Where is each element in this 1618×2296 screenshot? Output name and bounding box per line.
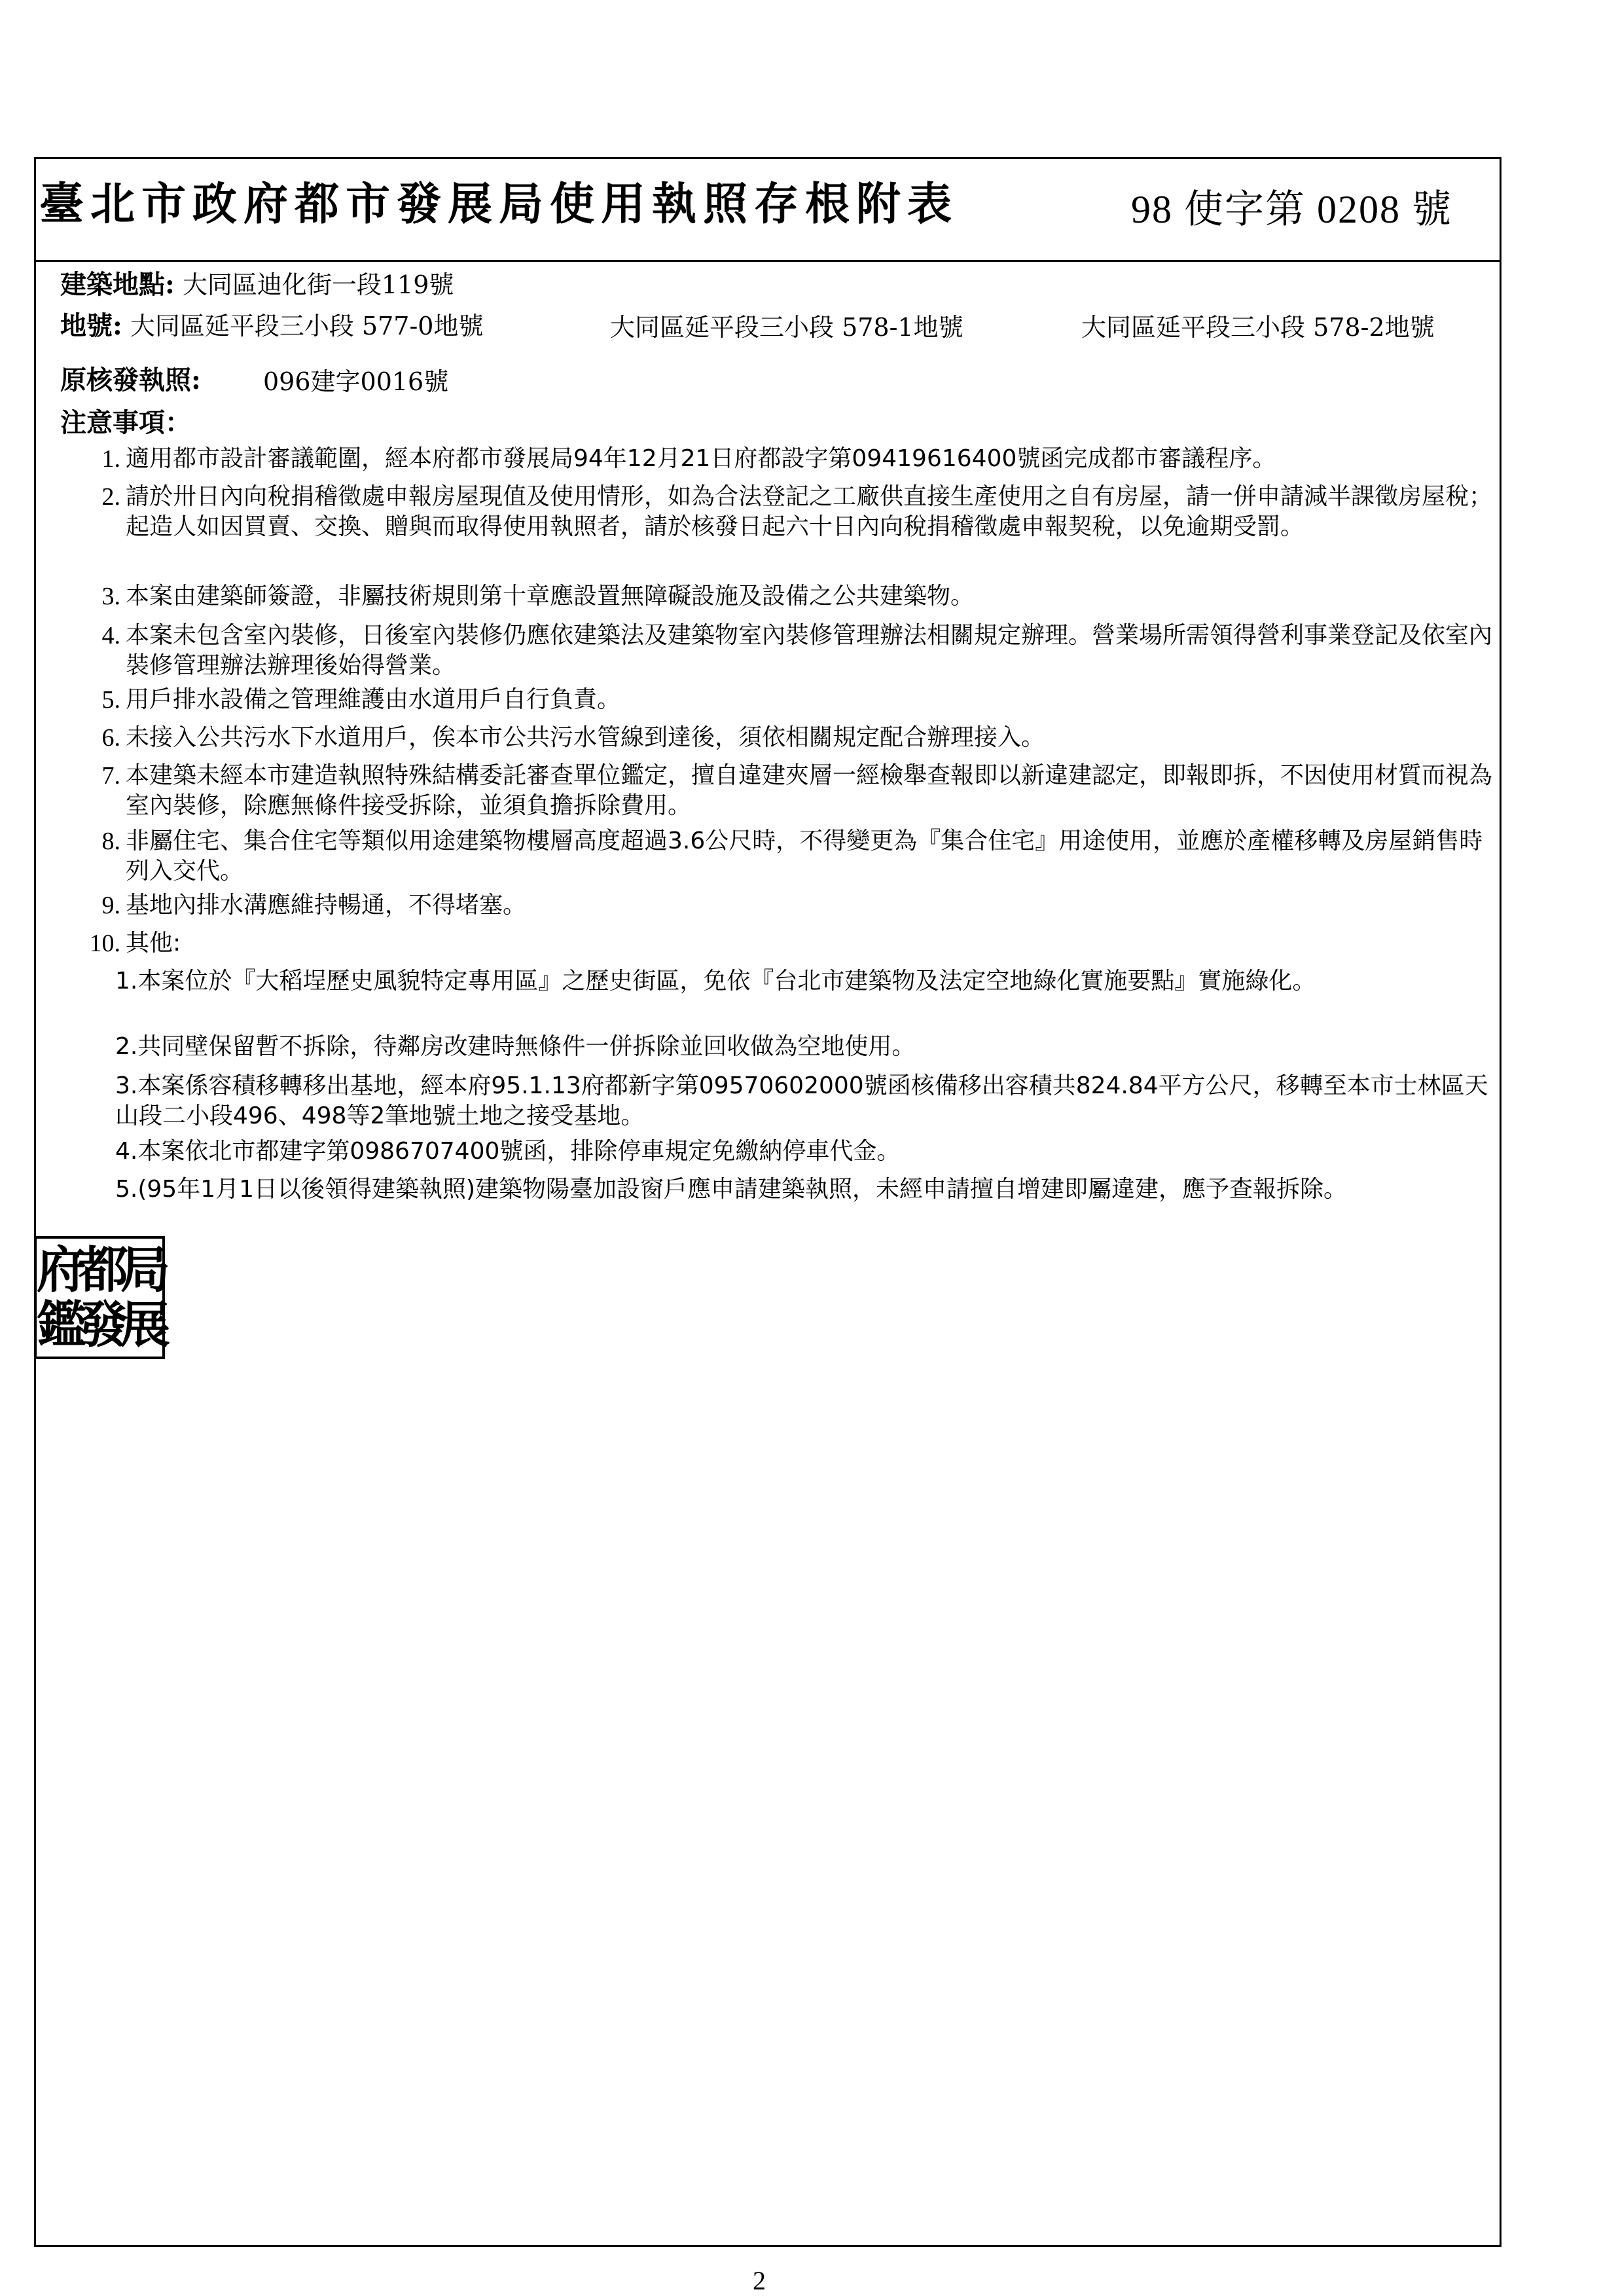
note-text: 本建築未經本市建造執照特殊結構委託審查單位鑑定，擅自違建夾層一經檢舉查報即以新違建認定，即報即拆，不因使用材質而視為室內裝修，除應無條件接受拆除，並須負擔拆除費用。 — [126, 762, 1493, 819]
note-text: 用戶排水設備之管理維護由水道用戶自行負責。 — [126, 686, 621, 713]
original-permit-label: 原核發執照: — [60, 365, 201, 395]
original-permit — [60, 359, 449, 397]
note-text: 未接入公共污水下水道用戶，俟本市公共污水管線到達後，須依相關規定配合辦理接入。 — [126, 724, 1045, 751]
note-text: 非屬住宅、集合住宅等類似用途建築物樓層高度超過3.6公尺時，不得變更為『集合住宅』用途使用，並應於產權移轉及房屋銷售時列入交代。 — [126, 828, 1483, 884]
seal-char: 鑑 — [37, 1296, 86, 1354]
note-number: 2. — [101, 483, 120, 511]
seal-char: 展 — [120, 1296, 170, 1354]
location-label: 建築地點 — [60, 269, 165, 300]
sub-note: 3.本案係容積移轉移出基地，經本府95.1.13府都新字第09570602000號函核備移出容積共824.84平方公尺，移轉至本市士林區天山段二小段496、498等2筆地號土地之接受基地。 — [115, 1072, 1488, 1129]
notes-heading-text: 注意事項： — [60, 407, 191, 438]
lot-label: 地號 — [60, 310, 113, 341]
page-title: 臺北市政府都市發展局使用執照存根附表 — [39, 178, 959, 230]
location-value: 大同區迪化街一段119號 — [182, 270, 454, 299]
note-number: 10. — [89, 930, 120, 957]
note-number: 7. — [101, 762, 120, 790]
note-text: 本案未包含室內裝修，日後室內裝修仍應依建築法及建築物室內裝修管理辦法相關規定辦理。營業場所需領得營利事業登記及依室內裝修管理辦法辦理後始得營業。 — [126, 622, 1493, 679]
permit-number: 98 使字第 0208 號 — [1131, 188, 1452, 231]
note-text: 本案由建築師簽證，非屬技術規則第十章應設置無障礙設施及設備之公共建築物。 — [126, 583, 975, 610]
seal-char: 府 — [37, 1241, 86, 1299]
lot-numbers — [60, 305, 1435, 342]
notes-heading — [60, 402, 191, 439]
note-number: 5. — [101, 686, 120, 714]
note-number: 3. — [101, 583, 120, 610]
note-number: 4. — [101, 622, 120, 649]
lot-colon: : — [113, 310, 122, 341]
note-text: 其他: — [126, 930, 181, 957]
original-permit-value: 096建字0016號 — [263, 367, 449, 396]
sub-note: 5.(95年1月1日以後領得建築執照)建築物陽臺加設窗戶應申請建築執照，未經申請擅自增建即屬違建，應予查報拆除。 — [115, 1176, 1348, 1203]
note-number: 8. — [101, 828, 120, 855]
seal-char: 發 — [79, 1296, 128, 1354]
sub-note: 2.共同壁保留暫不拆除，待鄰房改建時無條件一併拆除並回收做為空地使用。 — [115, 1033, 916, 1060]
note-text: 請於卅日內向稅捐稽徵處申報房屋現值及使用情形，如為合法登記之工廠供直接生產使用之自有房屋，請一併申請減半課徵房屋稅；起造人如因買賣、交換、贈與而取得使用執照者，請於核發日起六十日內向稅捐稽徵處申報契稅，以免逾期受罰。 — [126, 483, 1493, 540]
seal-char: 都 — [79, 1241, 128, 1299]
lot-value-3: 大同區延平段三小段 578-2地號 — [1081, 313, 1435, 342]
note-number: 6. — [101, 724, 120, 752]
location-colon: : — [165, 269, 175, 300]
seal-char: 局 — [120, 1241, 170, 1299]
lot-value-2: 大同區延平段三小段 578-1地號 — [610, 313, 963, 342]
note-number: 1. — [101, 445, 120, 473]
note-text: 基地內排水溝應維持暢通，不得堵塞。 — [126, 892, 527, 919]
page-number: 2 — [753, 2266, 766, 2295]
lot-value-1: 大同區延平段三小段 577-0地號 — [130, 312, 484, 340]
official-seal — [34, 1236, 170, 1359]
note-text: 適用都市設計審議範圍，經本府都市發展局94年12月21日府都設字第09419616400號函完成都市審議程序。 — [126, 445, 1276, 472]
note-number: 9. — [101, 892, 120, 919]
sub-note: 1.本案位於『大稻埕歷史風貌特定專用區』之歷史街區，免依『台北市建築物及法定空地綠化實施要點』實施綠化。 — [115, 968, 1316, 994]
sub-note: 4.本案依北市都建字第0986707400號函，排除停車規定免繳納停車代金。 — [115, 1138, 901, 1165]
building-location — [60, 264, 454, 301]
